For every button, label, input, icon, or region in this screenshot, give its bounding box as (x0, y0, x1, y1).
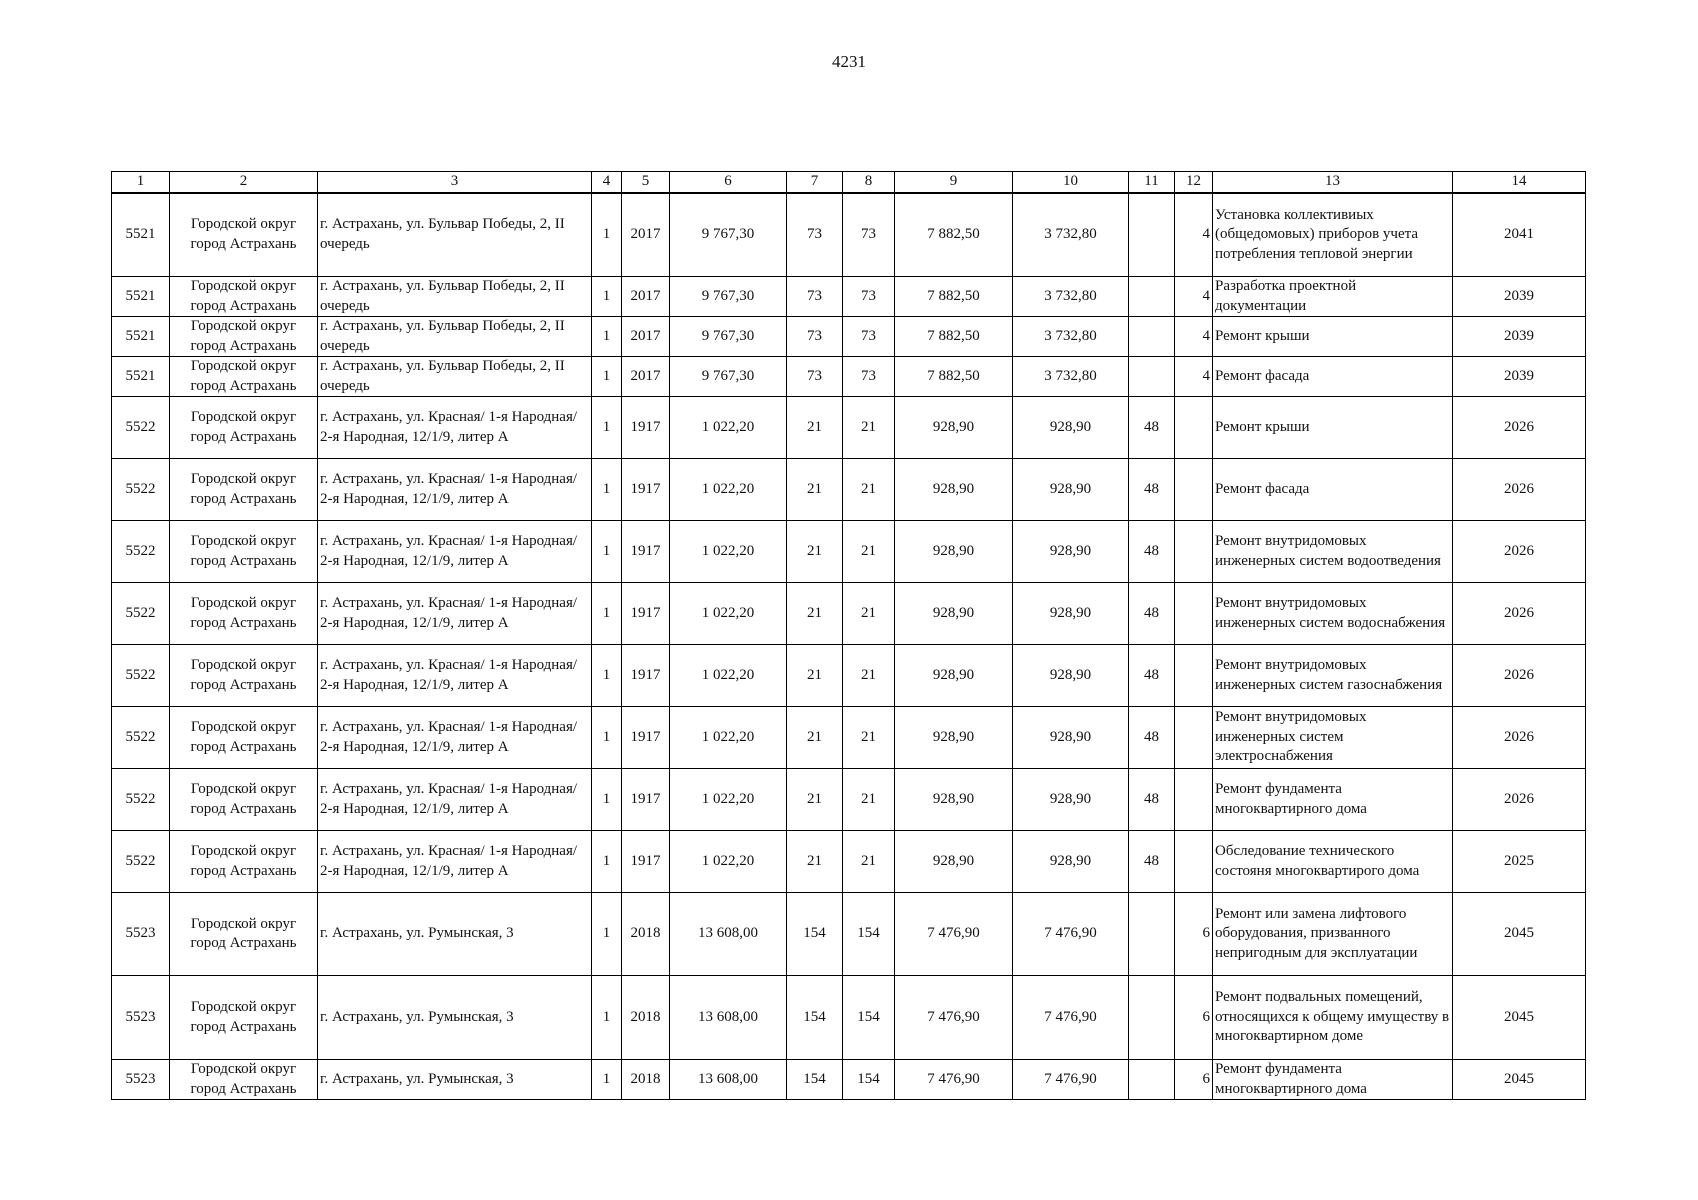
cell-col-13: Ремонт крыши (1213, 397, 1453, 459)
cell-col-2: Городской округ город Астрахань (170, 583, 318, 645)
cell-col-7: 73 (787, 193, 843, 277)
cell-col-3: г. Астрахань, ул. Бульвар Победы, 2, II очередь (318, 277, 592, 317)
cell-col-6: 1 022,20 (670, 707, 787, 769)
cell-col-5: 1917 (622, 831, 670, 893)
cell-col-8: 154 (843, 976, 895, 1060)
cell-col-4: 1 (592, 521, 622, 583)
cell-col-6: 9 767,30 (670, 317, 787, 357)
cell-col-2: Городской округ город Астрахань (170, 193, 318, 277)
cell-col-1: 5522 (112, 521, 170, 583)
cell-col-10: 3 732,80 (1013, 357, 1129, 397)
table-row (112, 459, 1586, 521)
cell-col-1: 5522 (112, 397, 170, 459)
cell-col-8: 21 (843, 397, 895, 459)
table-row (112, 976, 1586, 1060)
cell-col-9: 928,90 (895, 459, 1013, 521)
cell-col-5: 1917 (622, 521, 670, 583)
cell-col-11 (1129, 976, 1175, 1060)
cell-col-9: 928,90 (895, 645, 1013, 707)
cell-col-10: 928,90 (1013, 769, 1129, 831)
cell-col-3: г. Астрахань, ул. Румынская, 3 (318, 1060, 592, 1100)
cell-col-14: 2039 (1453, 277, 1586, 317)
cell-col-10: 928,90 (1013, 459, 1129, 521)
cell-col-6: 9 767,30 (670, 277, 787, 317)
cell-col-12: 6 (1175, 976, 1213, 1060)
cell-col-8: 21 (843, 459, 895, 521)
table-row (112, 769, 1586, 831)
cell-col-6: 1 022,20 (670, 645, 787, 707)
cell-col-6: 1 022,20 (670, 769, 787, 831)
cell-col-10: 928,90 (1013, 521, 1129, 583)
cell-col-4: 1 (592, 583, 622, 645)
cell-col-4: 1 (592, 893, 622, 976)
cell-col-1: 5523 (112, 976, 170, 1060)
cell-col-5: 1917 (622, 397, 670, 459)
cell-col-13: Обследование технического состояня многоквартирого дома (1213, 831, 1453, 893)
cell-col-7: 21 (787, 583, 843, 645)
cell-col-14: 2026 (1453, 769, 1586, 831)
cell-col-4: 1 (592, 459, 622, 521)
cell-col-8: 73 (843, 357, 895, 397)
cell-col-4: 1 (592, 707, 622, 769)
cell-col-12: 6 (1175, 893, 1213, 976)
cell-col-7: 154 (787, 1060, 843, 1100)
cell-col-5: 2017 (622, 193, 670, 277)
cell-col-2: Городской округ город Астрахань (170, 893, 318, 976)
cell-col-5: 2018 (622, 893, 670, 976)
cell-col-4: 1 (592, 397, 622, 459)
cell-col-6: 1 022,20 (670, 397, 787, 459)
cell-col-14: 2041 (1453, 193, 1586, 277)
cell-col-7: 21 (787, 459, 843, 521)
cell-col-11: 48 (1129, 707, 1175, 769)
cell-col-3: г. Астрахань, ул. Красная/ 1-я Народная/ 2-я Народная, 12/1/9, литер А (318, 769, 592, 831)
cell-col-4: 1 (592, 1060, 622, 1100)
cell-col-11: 48 (1129, 397, 1175, 459)
cell-col-10: 928,90 (1013, 583, 1129, 645)
table-row (112, 707, 1586, 769)
cell-col-9: 928,90 (895, 707, 1013, 769)
cell-col-8: 21 (843, 521, 895, 583)
cell-col-11: 48 (1129, 583, 1175, 645)
column-header-2: 2 (170, 172, 318, 193)
cell-col-8: 154 (843, 893, 895, 976)
cell-col-12 (1175, 521, 1213, 583)
cell-col-9: 7 476,90 (895, 976, 1013, 1060)
cell-col-7: 21 (787, 831, 843, 893)
cell-col-14: 2026 (1453, 707, 1586, 769)
cell-col-4: 1 (592, 317, 622, 357)
cell-col-6: 1 022,20 (670, 831, 787, 893)
column-header-9: 9 (895, 172, 1013, 193)
column-header-3: 3 (318, 172, 592, 193)
cell-col-13: Ремонт подвальных помещений, относящихся к общему имуществу в многоквартирном доме (1213, 976, 1453, 1060)
cell-col-5: 1917 (622, 769, 670, 831)
cell-col-10: 3 732,80 (1013, 193, 1129, 277)
cell-col-10: 928,90 (1013, 645, 1129, 707)
cell-col-12 (1175, 459, 1213, 521)
cell-col-1: 5523 (112, 893, 170, 976)
cell-col-8: 73 (843, 317, 895, 357)
cell-col-7: 73 (787, 357, 843, 397)
cell-col-9: 928,90 (895, 831, 1013, 893)
cell-col-9: 7 882,50 (895, 317, 1013, 357)
column-header-11: 11 (1129, 172, 1175, 193)
cell-col-5: 2018 (622, 976, 670, 1060)
cell-col-3: г. Астрахань, ул. Красная/ 1-я Народная/ 2-я Народная, 12/1/9, литер А (318, 645, 592, 707)
cell-col-5: 2017 (622, 277, 670, 317)
column-header-7: 7 (787, 172, 843, 193)
cell-col-14: 2026 (1453, 459, 1586, 521)
table-row (112, 1060, 1586, 1100)
cell-col-11 (1129, 317, 1175, 357)
cell-col-10: 928,90 (1013, 831, 1129, 893)
column-header-5: 5 (622, 172, 670, 193)
cell-col-10: 7 476,90 (1013, 976, 1129, 1060)
cell-col-9: 7 882,50 (895, 357, 1013, 397)
cell-col-14: 2026 (1453, 645, 1586, 707)
cell-col-3: г. Астрахань, ул. Красная/ 1-я Народная/ 2-я Народная, 12/1/9, литер А (318, 831, 592, 893)
cell-col-9: 928,90 (895, 521, 1013, 583)
column-header-10: 10 (1013, 172, 1129, 193)
cell-col-3: г. Астрахань, ул. Бульвар Победы, 2, II очередь (318, 193, 592, 277)
column-header-13: 13 (1213, 172, 1453, 193)
cell-col-8: 21 (843, 645, 895, 707)
cell-col-5: 2017 (622, 317, 670, 357)
cell-col-13: Ремонт фасада (1213, 357, 1453, 397)
cell-col-1: 5521 (112, 277, 170, 317)
cell-col-14: 2026 (1453, 583, 1586, 645)
cell-col-7: 21 (787, 397, 843, 459)
cell-col-1: 5523 (112, 1060, 170, 1100)
cell-col-14: 2026 (1453, 521, 1586, 583)
cell-col-12 (1175, 583, 1213, 645)
table-row (112, 893, 1586, 976)
cell-col-10: 3 732,80 (1013, 317, 1129, 357)
cell-col-6: 1 022,20 (670, 583, 787, 645)
table-row (112, 277, 1586, 317)
cell-col-4: 1 (592, 645, 622, 707)
cell-col-2: Городской округ город Астрахань (170, 1060, 318, 1100)
cell-col-13: Разработка проектной документации (1213, 277, 1453, 317)
cell-col-7: 154 (787, 976, 843, 1060)
cell-col-13: Ремонт фасада (1213, 459, 1453, 521)
cell-col-11: 48 (1129, 769, 1175, 831)
cell-col-1: 5522 (112, 831, 170, 893)
cell-col-3: г. Астрахань, ул. Красная/ 1-я Народная/ 2-я Народная, 12/1/9, литер А (318, 397, 592, 459)
cell-col-1: 5522 (112, 459, 170, 521)
cell-col-12: 4 (1175, 277, 1213, 317)
header-row (112, 172, 1586, 193)
cell-col-2: Городской округ город Астрахань (170, 397, 318, 459)
cell-col-14: 2025 (1453, 831, 1586, 893)
cell-col-13: Ремонт внутридомовых инженерных систем электроснабжения (1213, 707, 1453, 769)
cell-col-11 (1129, 893, 1175, 976)
cell-col-1: 5522 (112, 583, 170, 645)
column-header-6: 6 (670, 172, 787, 193)
table-row (112, 317, 1586, 357)
cell-col-9: 928,90 (895, 397, 1013, 459)
cell-col-5: 2017 (622, 357, 670, 397)
cell-col-10: 7 476,90 (1013, 1060, 1129, 1100)
cell-col-1: 5521 (112, 357, 170, 397)
cell-col-14: 2045 (1453, 893, 1586, 976)
cell-col-3: г. Астрахань, ул. Красная/ 1-я Народная/ 2-я Народная, 12/1/9, литер А (318, 707, 592, 769)
cell-col-11: 48 (1129, 831, 1175, 893)
cell-col-1: 5521 (112, 193, 170, 277)
cell-col-10: 7 476,90 (1013, 893, 1129, 976)
cell-col-2: Городской округ город Астрахань (170, 707, 318, 769)
cell-col-12 (1175, 397, 1213, 459)
cell-col-12 (1175, 707, 1213, 769)
cell-col-6: 13 608,00 (670, 976, 787, 1060)
cell-col-13: Ремонт фундамента многоквартирного дома (1213, 1060, 1453, 1100)
cell-col-9: 928,90 (895, 583, 1013, 645)
cell-col-14: 2045 (1453, 976, 1586, 1060)
cell-col-3: г. Астрахань, ул. Красная/ 1-я Народная/ 2-я Народная, 12/1/9, литер А (318, 521, 592, 583)
cell-col-5: 1917 (622, 645, 670, 707)
cell-col-8: 21 (843, 831, 895, 893)
column-header-8: 8 (843, 172, 895, 193)
cell-col-5: 2018 (622, 1060, 670, 1100)
cell-col-13: Ремонт внутридомовых инженерных систем водоснабжения (1213, 583, 1453, 645)
cell-col-13: Ремонт фундамента многоквартирного дома (1213, 769, 1453, 831)
table-row (112, 357, 1586, 397)
page-number: 4231 (832, 52, 866, 71)
cell-col-4: 1 (592, 277, 622, 317)
capital-repair-table (111, 171, 1586, 1100)
cell-col-11: 48 (1129, 459, 1175, 521)
cell-col-11 (1129, 193, 1175, 277)
cell-col-2: Городской округ город Астрахань (170, 521, 318, 583)
cell-col-7: 21 (787, 769, 843, 831)
cell-col-2: Городской округ город Астрахань (170, 317, 318, 357)
cell-col-2: Городской округ город Астрахань (170, 769, 318, 831)
cell-col-12: 6 (1175, 1060, 1213, 1100)
cell-col-2: Городской округ город Астрахань (170, 645, 318, 707)
cell-col-7: 154 (787, 893, 843, 976)
cell-col-3: г. Астрахань, ул. Красная/ 1-я Народная/ 2-я Народная, 12/1/9, литер А (318, 459, 592, 521)
table-row (112, 645, 1586, 707)
cell-col-11: 48 (1129, 645, 1175, 707)
cell-col-9: 7 882,50 (895, 277, 1013, 317)
cell-col-2: Городской округ город Астрахань (170, 277, 318, 317)
table-row (112, 583, 1586, 645)
cell-col-10: 928,90 (1013, 707, 1129, 769)
cell-col-12: 4 (1175, 357, 1213, 397)
cell-col-9: 7 476,90 (895, 1060, 1013, 1100)
cell-col-10: 3 732,80 (1013, 277, 1129, 317)
cell-col-11 (1129, 1060, 1175, 1100)
cell-col-1: 5521 (112, 317, 170, 357)
cell-col-4: 1 (592, 193, 622, 277)
cell-col-12 (1175, 769, 1213, 831)
cell-col-8: 73 (843, 193, 895, 277)
cell-col-4: 1 (592, 357, 622, 397)
cell-col-11: 48 (1129, 521, 1175, 583)
cell-col-7: 21 (787, 707, 843, 769)
cell-col-4: 1 (592, 976, 622, 1060)
column-header-14: 14 (1453, 172, 1586, 193)
cell-col-12 (1175, 831, 1213, 893)
cell-col-14: 2039 (1453, 317, 1586, 357)
cell-col-1: 5522 (112, 707, 170, 769)
cell-col-2: Городской округ город Астрахань (170, 976, 318, 1060)
cell-col-6: 1 022,20 (670, 459, 787, 521)
cell-col-9: 928,90 (895, 769, 1013, 831)
cell-col-7: 21 (787, 645, 843, 707)
cell-col-11 (1129, 357, 1175, 397)
cell-col-14: 2026 (1453, 397, 1586, 459)
cell-col-7: 73 (787, 317, 843, 357)
cell-col-3: г. Астрахань, ул. Красная/ 1-я Народная/ 2-я Народная, 12/1/9, литер А (318, 583, 592, 645)
cell-col-6: 13 608,00 (670, 893, 787, 976)
cell-col-4: 1 (592, 831, 622, 893)
cell-col-13: Ремонт внутридомовых инженерных систем газоснабжения (1213, 645, 1453, 707)
cell-col-14: 2045 (1453, 1060, 1586, 1100)
column-header-12: 12 (1175, 172, 1213, 193)
table-row (112, 193, 1586, 277)
cell-col-9: 7 882,50 (895, 193, 1013, 277)
cell-col-12: 4 (1175, 193, 1213, 277)
cell-col-12 (1175, 645, 1213, 707)
cell-col-13: Установка коллективиых (общедомовых) приборов учета потребления тепловой энергии (1213, 193, 1453, 277)
cell-col-2: Городской округ город Астрахань (170, 831, 318, 893)
cell-col-1: 5522 (112, 769, 170, 831)
cell-col-3: г. Астрахань, ул. Румынская, 3 (318, 893, 592, 976)
cell-col-14: 2039 (1453, 357, 1586, 397)
table-row (112, 831, 1586, 893)
cell-col-2: Городской округ город Астрахань (170, 459, 318, 521)
cell-col-5: 1917 (622, 459, 670, 521)
cell-col-2: Городской округ город Астрахань (170, 357, 318, 397)
cell-col-11 (1129, 277, 1175, 317)
cell-col-6: 13 608,00 (670, 1060, 787, 1100)
cell-col-6: 9 767,30 (670, 193, 787, 277)
cell-col-13: Ремонт крыши (1213, 317, 1453, 357)
cell-col-8: 154 (843, 1060, 895, 1100)
cell-col-4: 1 (592, 769, 622, 831)
cell-col-10: 928,90 (1013, 397, 1129, 459)
cell-col-6: 9 767,30 (670, 357, 787, 397)
column-header-4: 4 (592, 172, 622, 193)
table-row (112, 521, 1586, 583)
cell-col-8: 21 (843, 707, 895, 769)
cell-col-1: 5522 (112, 645, 170, 707)
cell-col-7: 21 (787, 521, 843, 583)
cell-col-6: 1 022,20 (670, 521, 787, 583)
table-row (112, 397, 1586, 459)
cell-col-3: г. Астрахань, ул. Румынская, 3 (318, 976, 592, 1060)
cell-col-13: Ремонт внутридомовых инженерных систем водоотведения (1213, 521, 1453, 583)
cell-col-5: 1917 (622, 583, 670, 645)
cell-col-13: Ремонт или замена лифтового оборудования, призванного непригодным для эксплуатации (1213, 893, 1453, 976)
cell-col-3: г. Астрахань, ул. Бульвар Победы, 2, II очередь (318, 357, 592, 397)
table-body (112, 193, 1586, 1100)
cell-col-3: г. Астрахань, ул. Бульвар Победы, 2, II очередь (318, 317, 592, 357)
cell-col-12: 4 (1175, 317, 1213, 357)
cell-col-8: 21 (843, 583, 895, 645)
cell-col-8: 21 (843, 769, 895, 831)
cell-col-5: 1917 (622, 707, 670, 769)
column-header-1: 1 (112, 172, 170, 193)
cell-col-7: 73 (787, 277, 843, 317)
cell-col-9: 7 476,90 (895, 893, 1013, 976)
cell-col-8: 73 (843, 277, 895, 317)
